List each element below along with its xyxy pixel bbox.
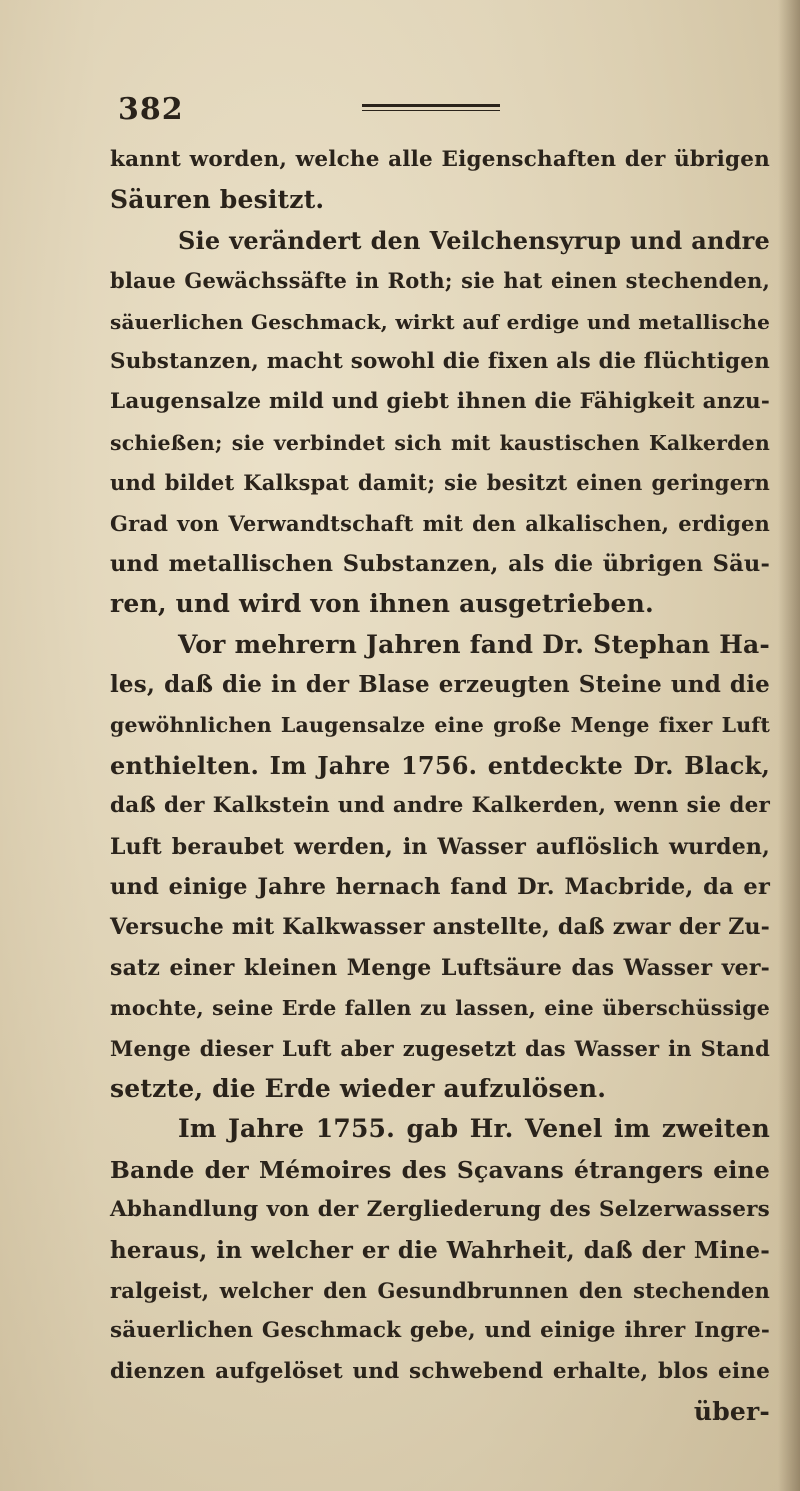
text-line: gewöhnlichen Laugensalze eine große Menge fixer Luft [110, 713, 770, 738]
text-line: mochte, seine Erde fallen zu lassen, eine überschüssige [110, 996, 770, 1021]
header-rule-thin [362, 110, 500, 111]
text-line: les, daß die in der Blase erzeugten Steine und die [110, 671, 770, 699]
text-line: setzte, die Erde wieder aufzulösen. [110, 1073, 607, 1103]
text-line: kannt worden, welche alle Eigenschaften der übrigen [110, 147, 770, 172]
text-line: schießen; sie verbindet sich mit kaustischen Kalkerden [110, 430, 770, 455]
text-line: säuerlichen Geschmack, wirkt auf erdige und metallische [110, 309, 770, 334]
text-line: blaue Gewächssäfte in Roth; sie hat einen stechenden, [110, 268, 770, 294]
text-line: und einige Jahre hernach fand Dr. Macbride, da er [110, 874, 770, 901]
text-line: Substanzen, macht sowohl die fixen als die flüchtigen [110, 348, 770, 374]
text-line: Menge dieser Luft aber zugesetzt das Wasser in Stand [110, 1035, 770, 1061]
page-number: 382 [118, 92, 184, 127]
text-line: und bildet Kalkspat damit; sie besitzt einen geringern [110, 470, 770, 496]
text-line: Vor mehrern Jahren fand Dr. Stephan Ha- [178, 629, 770, 659]
text-line: Im Jahre 1755. gab Hr. Venel im zweiten [178, 1114, 770, 1144]
text-line: Versuche mit Kalkwasser anstellte, daß zwar der Zu- [110, 914, 770, 941]
text-line: enthielten. Im Jahre 1756. entdeckte Dr. Black, [110, 750, 770, 780]
text-line: Säuren besitzt. [110, 185, 325, 215]
text-line: heraus, in welcher er die Wahrheit, daß der Mine- [110, 1236, 770, 1264]
body-text [110, 140, 770, 1433]
text-line: ren, und wird von ihnen ausgetrieben. [110, 589, 654, 619]
text-line: säuerlichen Geschmack gebe, und einige ihrer Ingre- [110, 1318, 770, 1344]
text-line: daß der Kalkstein und andre Kalkerden, wenn sie der [110, 793, 770, 819]
text-line: satz einer kleinen Menge Luftsäure das Wasser ver- [110, 954, 770, 981]
header-rule-thick [362, 104, 500, 107]
text-line: Grad von Verwandtschaft mit den alkalischen, erdigen [110, 510, 770, 536]
text-line: Bande der Mémoires des Sçavans étrangers eine [110, 1155, 770, 1184]
text-line: Laugensalze mild und giebt ihnen die Fähigkeit anzu- [110, 389, 770, 415]
text-line: und metallischen Substanzen, als die übrigen Säu- [110, 550, 770, 577]
text-line: Abhandlung von der Zergliederung des Selzerwassers [110, 1197, 770, 1223]
catchword: über- [693, 1397, 770, 1427]
text-line: Luft beraubet werden, in Wasser auflöslich wurden, [110, 833, 770, 860]
text-line: Sie verändert den Veilchensyrup und andre [178, 225, 770, 255]
text-line: ralgeist, welcher den Gesundbrunnen den stechenden [110, 1277, 770, 1303]
text-line: dienzen aufgelöset und schwebend erhalte, blos eine [110, 1358, 770, 1384]
